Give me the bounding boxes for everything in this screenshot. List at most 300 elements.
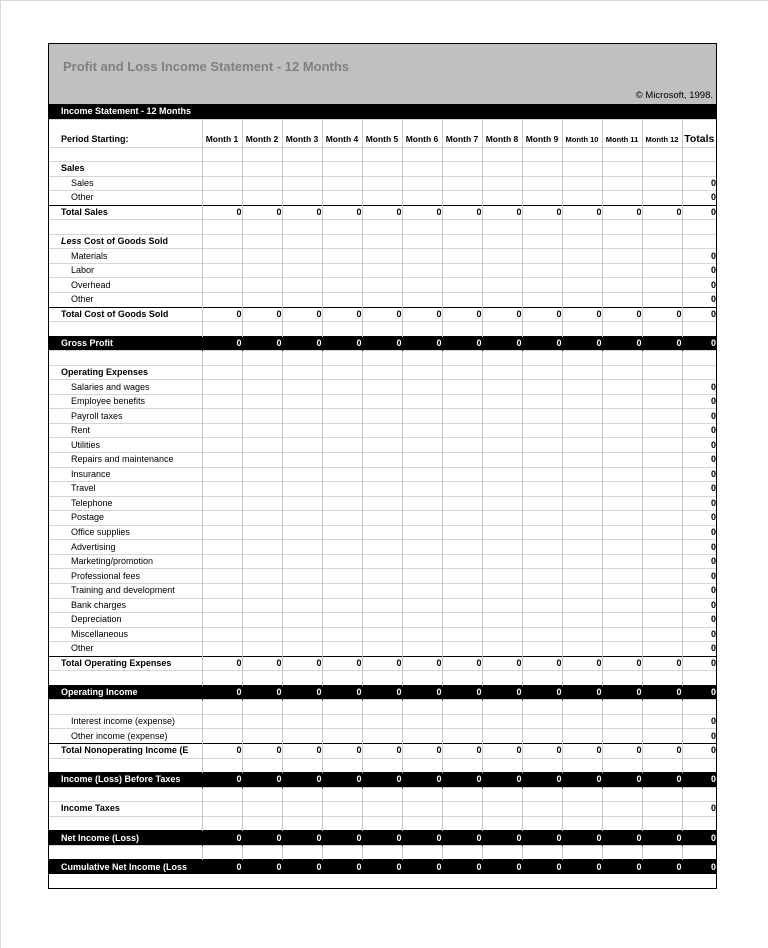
value-cell[interactable] (642, 758, 682, 773)
value-cell[interactable] (322, 511, 362, 526)
value-cell[interactable] (522, 583, 562, 598)
value-cell[interactable] (362, 845, 402, 860)
value-cell[interactable] (202, 191, 242, 206)
value-cell[interactable] (562, 220, 602, 235)
value-cell[interactable] (482, 293, 522, 308)
value-cell[interactable] (642, 453, 682, 468)
value-cell[interactable] (522, 263, 562, 278)
value-cell[interactable] (402, 409, 442, 424)
value-cell[interactable] (362, 438, 402, 453)
value-cell[interactable] (242, 642, 282, 657)
value-cell[interactable] (402, 802, 442, 817)
value-cell[interactable] (362, 554, 402, 569)
value-cell[interactable] (202, 642, 242, 657)
value-cell[interactable] (562, 598, 602, 613)
value-cell[interactable] (522, 816, 562, 831)
value-cell[interactable] (322, 671, 362, 686)
value-cell[interactable] (362, 511, 402, 526)
value-cell[interactable] (562, 525, 602, 540)
value-cell[interactable] (202, 583, 242, 598)
value-cell[interactable] (202, 438, 242, 453)
value-cell[interactable] (442, 394, 482, 409)
value-cell[interactable] (482, 453, 522, 468)
value-cell[interactable] (242, 380, 282, 395)
value-cell[interactable] (402, 191, 442, 206)
value-cell[interactable] (242, 263, 282, 278)
value-cell[interactable] (642, 278, 682, 293)
value-cell[interactable] (282, 671, 322, 686)
value-cell[interactable] (282, 263, 322, 278)
value-cell[interactable] (322, 453, 362, 468)
value-cell[interactable] (322, 409, 362, 424)
value-cell[interactable] (322, 613, 362, 628)
value-cell[interactable] (482, 671, 522, 686)
value-cell[interactable] (562, 613, 602, 628)
value-cell[interactable] (522, 191, 562, 206)
value-cell[interactable] (562, 729, 602, 744)
value-cell[interactable] (602, 554, 642, 569)
value-cell[interactable] (602, 802, 642, 817)
value-cell[interactable] (602, 351, 642, 366)
value-cell[interactable] (202, 380, 242, 395)
value-cell[interactable] (282, 714, 322, 729)
value-cell[interactable] (402, 758, 442, 773)
value-cell[interactable] (202, 365, 242, 380)
value-cell[interactable] (522, 453, 562, 468)
value-cell[interactable] (562, 351, 602, 366)
value-cell[interactable] (282, 351, 322, 366)
value-cell[interactable] (522, 642, 562, 657)
value-cell[interactable] (562, 569, 602, 584)
value-cell[interactable] (282, 220, 322, 235)
value-cell[interactable] (202, 278, 242, 293)
value-cell[interactable] (282, 802, 322, 817)
value-cell[interactable] (642, 496, 682, 511)
value-cell[interactable] (202, 787, 242, 802)
value-cell[interactable] (282, 365, 322, 380)
value-cell[interactable] (522, 496, 562, 511)
value-cell[interactable] (362, 263, 402, 278)
value-cell[interactable] (522, 234, 562, 249)
value-cell[interactable] (362, 787, 402, 802)
value-cell[interactable] (202, 802, 242, 817)
value-cell[interactable] (642, 263, 682, 278)
value-cell[interactable] (242, 322, 282, 337)
value-cell[interactable] (522, 409, 562, 424)
value-cell[interactable] (482, 642, 522, 657)
value-cell[interactable] (562, 482, 602, 497)
value-cell[interactable] (642, 162, 682, 177)
value-cell[interactable] (322, 322, 362, 337)
value-cell[interactable] (562, 671, 602, 686)
value-cell[interactable] (522, 714, 562, 729)
value-cell[interactable] (362, 627, 402, 642)
value-cell[interactable] (402, 234, 442, 249)
value-cell[interactable] (202, 598, 242, 613)
value-cell[interactable] (442, 496, 482, 511)
value-cell[interactable] (522, 482, 562, 497)
value-cell[interactable] (242, 249, 282, 264)
value-cell[interactable] (522, 700, 562, 715)
value-cell[interactable] (242, 147, 282, 162)
value-cell[interactable] (482, 423, 522, 438)
value-cell[interactable] (242, 162, 282, 177)
value-cell[interactable] (482, 540, 522, 555)
value-cell[interactable] (202, 220, 242, 235)
value-cell[interactable] (482, 700, 522, 715)
value-cell[interactable] (522, 729, 562, 744)
value-cell[interactable] (202, 409, 242, 424)
value-cell[interactable] (362, 249, 402, 264)
value-cell[interactable] (442, 380, 482, 395)
value-cell[interactable] (602, 642, 642, 657)
value-cell[interactable] (242, 569, 282, 584)
value-cell[interactable] (442, 816, 482, 831)
value-cell[interactable] (282, 176, 322, 191)
value-cell[interactable] (402, 496, 442, 511)
value-cell[interactable] (482, 583, 522, 598)
value-cell[interactable] (202, 540, 242, 555)
value-cell[interactable] (282, 234, 322, 249)
value-cell[interactable] (602, 511, 642, 526)
value-cell[interactable] (202, 234, 242, 249)
value-cell[interactable] (322, 176, 362, 191)
value-cell[interactable] (602, 598, 642, 613)
value-cell[interactable] (322, 191, 362, 206)
value-cell[interactable] (402, 525, 442, 540)
value-cell[interactable] (322, 787, 362, 802)
value-cell[interactable] (282, 191, 322, 206)
value-cell[interactable] (442, 351, 482, 366)
value-cell[interactable] (322, 234, 362, 249)
value-cell[interactable] (602, 714, 642, 729)
value-cell[interactable] (202, 453, 242, 468)
value-cell[interactable] (482, 613, 522, 628)
value-cell[interactable] (282, 278, 322, 293)
value-cell[interactable] (282, 554, 322, 569)
value-cell[interactable] (362, 540, 402, 555)
value-cell[interactable] (562, 540, 602, 555)
value-cell[interactable] (522, 598, 562, 613)
value-cell[interactable] (442, 714, 482, 729)
value-cell[interactable] (602, 380, 642, 395)
value-cell[interactable] (482, 729, 522, 744)
value-cell[interactable] (442, 176, 482, 191)
value-cell[interactable] (482, 714, 522, 729)
value-cell[interactable] (202, 351, 242, 366)
value-cell[interactable] (562, 627, 602, 642)
value-cell[interactable] (362, 365, 402, 380)
value-cell[interactable] (602, 162, 642, 177)
value-cell[interactable] (522, 220, 562, 235)
value-cell[interactable] (362, 598, 402, 613)
value-cell[interactable] (322, 380, 362, 395)
value-cell[interactable] (442, 293, 482, 308)
value-cell[interactable] (402, 511, 442, 526)
value-cell[interactable] (362, 482, 402, 497)
value-cell[interactable] (362, 496, 402, 511)
value-cell[interactable] (602, 569, 642, 584)
value-cell[interactable] (562, 583, 602, 598)
value-cell[interactable] (402, 293, 442, 308)
value-cell[interactable] (602, 583, 642, 598)
value-cell[interactable] (242, 583, 282, 598)
value-cell[interactable] (282, 525, 322, 540)
value-cell[interactable] (642, 234, 682, 249)
value-cell[interactable] (602, 365, 642, 380)
value-cell[interactable] (242, 627, 282, 642)
value-cell[interactable] (482, 845, 522, 860)
value-cell[interactable] (642, 482, 682, 497)
value-cell[interactable] (242, 525, 282, 540)
value-cell[interactable] (202, 394, 242, 409)
value-cell[interactable] (322, 394, 362, 409)
value-cell[interactable] (402, 671, 442, 686)
value-cell[interactable] (562, 234, 602, 249)
value-cell[interactable] (362, 583, 402, 598)
value-cell[interactable] (242, 191, 282, 206)
value-cell[interactable] (322, 482, 362, 497)
value-cell[interactable] (202, 147, 242, 162)
value-cell[interactable] (402, 249, 442, 264)
value-cell[interactable] (522, 671, 562, 686)
value-cell[interactable] (482, 162, 522, 177)
value-cell[interactable] (242, 176, 282, 191)
value-cell[interactable] (442, 642, 482, 657)
value-cell[interactable] (362, 176, 402, 191)
value-cell[interactable] (442, 191, 482, 206)
value-cell[interactable] (202, 293, 242, 308)
value-cell[interactable] (362, 569, 402, 584)
value-cell[interactable] (642, 787, 682, 802)
value-cell[interactable] (442, 511, 482, 526)
value-cell[interactable] (642, 176, 682, 191)
value-cell[interactable] (642, 380, 682, 395)
value-cell[interactable] (602, 191, 642, 206)
value-cell[interactable] (362, 758, 402, 773)
value-cell[interactable] (402, 642, 442, 657)
value-cell[interactable] (362, 278, 402, 293)
value-cell[interactable] (402, 438, 442, 453)
value-cell[interactable] (562, 249, 602, 264)
value-cell[interactable] (482, 482, 522, 497)
value-cell[interactable] (602, 482, 642, 497)
value-cell[interactable] (202, 322, 242, 337)
value-cell[interactable] (362, 220, 402, 235)
value-cell[interactable] (602, 220, 642, 235)
value-cell[interactable] (362, 816, 402, 831)
value-cell[interactable] (282, 642, 322, 657)
value-cell[interactable] (282, 816, 322, 831)
value-cell[interactable] (402, 569, 442, 584)
value-cell[interactable] (282, 162, 322, 177)
value-cell[interactable] (442, 802, 482, 817)
value-cell[interactable] (242, 598, 282, 613)
value-cell[interactable] (602, 729, 642, 744)
value-cell[interactable] (402, 365, 442, 380)
value-cell[interactable] (322, 496, 362, 511)
value-cell[interactable] (642, 671, 682, 686)
value-cell[interactable] (482, 409, 522, 424)
value-cell[interactable] (362, 322, 402, 337)
value-cell[interactable] (362, 525, 402, 540)
value-cell[interactable] (562, 453, 602, 468)
value-cell[interactable] (562, 176, 602, 191)
value-cell[interactable] (202, 845, 242, 860)
value-cell[interactable] (602, 613, 642, 628)
value-cell[interactable] (602, 525, 642, 540)
value-cell[interactable] (242, 511, 282, 526)
value-cell[interactable] (282, 613, 322, 628)
value-cell[interactable] (402, 482, 442, 497)
value-cell[interactable] (442, 162, 482, 177)
value-cell[interactable] (402, 278, 442, 293)
value-cell[interactable] (282, 758, 322, 773)
value-cell[interactable] (322, 351, 362, 366)
value-cell[interactable] (642, 409, 682, 424)
value-cell[interactable] (522, 569, 562, 584)
value-cell[interactable] (322, 467, 362, 482)
value-cell[interactable] (362, 467, 402, 482)
value-cell[interactable] (482, 147, 522, 162)
value-cell[interactable] (322, 438, 362, 453)
value-cell[interactable] (522, 147, 562, 162)
value-cell[interactable] (602, 700, 642, 715)
value-cell[interactable] (522, 380, 562, 395)
value-cell[interactable] (482, 191, 522, 206)
value-cell[interactable] (442, 758, 482, 773)
value-cell[interactable] (482, 365, 522, 380)
value-cell[interactable] (482, 511, 522, 526)
value-cell[interactable] (362, 147, 402, 162)
value-cell[interactable] (642, 729, 682, 744)
value-cell[interactable] (282, 627, 322, 642)
value-cell[interactable] (322, 554, 362, 569)
value-cell[interactable] (202, 554, 242, 569)
value-cell[interactable] (282, 467, 322, 482)
value-cell[interactable] (362, 613, 402, 628)
value-cell[interactable] (362, 423, 402, 438)
value-cell[interactable] (642, 423, 682, 438)
value-cell[interactable] (442, 845, 482, 860)
value-cell[interactable] (242, 351, 282, 366)
value-cell[interactable] (402, 613, 442, 628)
value-cell[interactable] (522, 322, 562, 337)
value-cell[interactable] (282, 700, 322, 715)
value-cell[interactable] (442, 583, 482, 598)
value-cell[interactable] (202, 569, 242, 584)
value-cell[interactable] (442, 438, 482, 453)
value-cell[interactable] (402, 220, 442, 235)
value-cell[interactable] (402, 322, 442, 337)
value-cell[interactable] (242, 787, 282, 802)
value-cell[interactable] (642, 220, 682, 235)
value-cell[interactable] (642, 147, 682, 162)
value-cell[interactable] (402, 394, 442, 409)
value-cell[interactable] (242, 845, 282, 860)
value-cell[interactable] (522, 758, 562, 773)
value-cell[interactable] (482, 351, 522, 366)
value-cell[interactable] (642, 583, 682, 598)
value-cell[interactable] (242, 554, 282, 569)
value-cell[interactable] (322, 758, 362, 773)
value-cell[interactable] (362, 351, 402, 366)
value-cell[interactable] (482, 525, 522, 540)
value-cell[interactable] (282, 482, 322, 497)
value-cell[interactable] (522, 525, 562, 540)
value-cell[interactable] (602, 787, 642, 802)
value-cell[interactable] (562, 322, 602, 337)
value-cell[interactable] (522, 394, 562, 409)
value-cell[interactable] (322, 802, 362, 817)
value-cell[interactable] (642, 511, 682, 526)
value-cell[interactable] (522, 278, 562, 293)
value-cell[interactable] (482, 787, 522, 802)
value-cell[interactable] (562, 758, 602, 773)
value-cell[interactable] (562, 147, 602, 162)
value-cell[interactable] (642, 802, 682, 817)
value-cell[interactable] (362, 700, 402, 715)
value-cell[interactable] (442, 220, 482, 235)
value-cell[interactable] (522, 613, 562, 628)
value-cell[interactable] (202, 423, 242, 438)
value-cell[interactable] (202, 627, 242, 642)
value-cell[interactable] (602, 845, 642, 860)
value-cell[interactable] (562, 438, 602, 453)
value-cell[interactable] (322, 642, 362, 657)
value-cell[interactable] (642, 293, 682, 308)
value-cell[interactable] (562, 714, 602, 729)
value-cell[interactable] (522, 293, 562, 308)
value-cell[interactable] (522, 845, 562, 860)
value-cell[interactable] (522, 351, 562, 366)
value-cell[interactable] (202, 700, 242, 715)
value-cell[interactable] (522, 249, 562, 264)
value-cell[interactable] (402, 540, 442, 555)
value-cell[interactable] (522, 467, 562, 482)
value-cell[interactable] (482, 496, 522, 511)
value-cell[interactable] (442, 322, 482, 337)
value-cell[interactable] (402, 380, 442, 395)
value-cell[interactable] (362, 671, 402, 686)
value-cell[interactable] (442, 249, 482, 264)
value-cell[interactable] (202, 525, 242, 540)
value-cell[interactable] (322, 293, 362, 308)
value-cell[interactable] (362, 729, 402, 744)
value-cell[interactable] (242, 540, 282, 555)
value-cell[interactable] (602, 758, 642, 773)
value-cell[interactable] (562, 642, 602, 657)
value-cell[interactable] (242, 816, 282, 831)
value-cell[interactable] (442, 540, 482, 555)
value-cell[interactable] (202, 496, 242, 511)
value-cell[interactable] (602, 453, 642, 468)
value-cell[interactable] (522, 554, 562, 569)
value-cell[interactable] (562, 380, 602, 395)
value-cell[interactable] (202, 511, 242, 526)
value-cell[interactable] (322, 700, 362, 715)
value-cell[interactable] (402, 627, 442, 642)
value-cell[interactable] (562, 263, 602, 278)
value-cell[interactable] (202, 263, 242, 278)
value-cell[interactable] (442, 423, 482, 438)
value-cell[interactable] (522, 802, 562, 817)
value-cell[interactable] (442, 278, 482, 293)
value-cell[interactable] (522, 176, 562, 191)
value-cell[interactable] (362, 380, 402, 395)
value-cell[interactable] (282, 438, 322, 453)
value-cell[interactable] (442, 700, 482, 715)
